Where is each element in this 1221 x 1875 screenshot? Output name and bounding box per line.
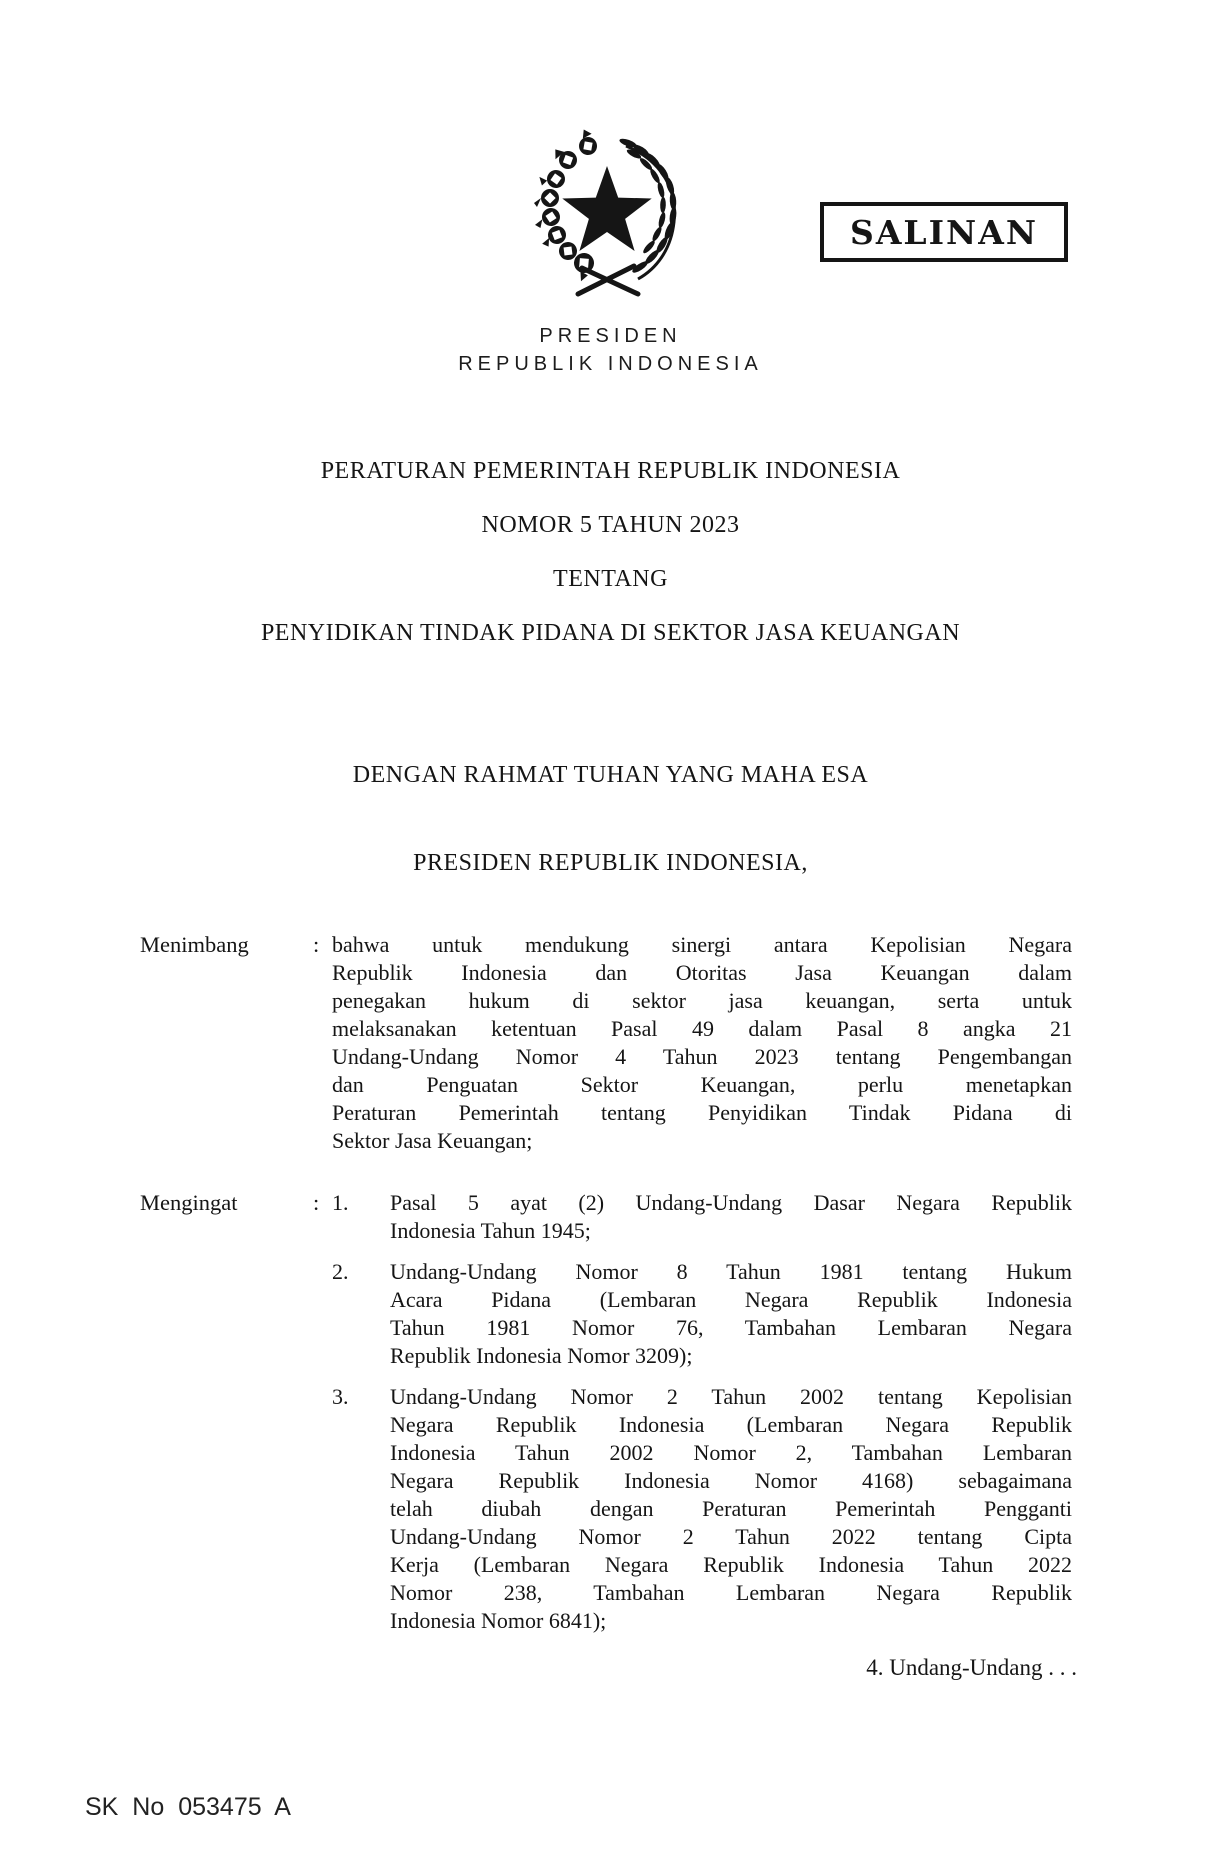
star-icon <box>562 166 651 251</box>
list-item-number: 3. <box>332 1384 349 1409</box>
list-item <box>332 1258 1072 1370</box>
salinan-stamp-label: SALINAN <box>849 212 1038 252</box>
menimbang-paragraph: bahwa untuk mendukung sinergi antara Kepolisian Negara Republik Indonesia dan Otoritas Jasa Keuangan dalam penegakan hukum di sektor jasa keuangan, serta untuk melaksanakan ketentuan Pasal 49 dalam Pasal 8 angka 21 Undang-Undang Nomor 4 Tahun 2023 tentang Pengembangan dan Penguatan Sektor Keuangan, perlu menetapkan Peraturan Pemerintah tentang Penyidikan Tindak Pidana di Sektor Jasa Keuangan; <box>332 932 1072 1153</box>
footer-sk-number: SK No 053475 A <box>85 1793 291 1821</box>
menimbang-colon: : <box>313 932 320 957</box>
catchword: 4. Undang-Undang . . . <box>866 1655 1077 1680</box>
regulation-tentang: TENTANG <box>553 566 668 592</box>
authority-line: PRESIDEN REPUBLIK INDONESIA, <box>413 850 808 876</box>
list-item <box>332 1189 1072 1245</box>
list-item <box>332 1383 1072 1635</box>
regulation-title-line1: PERATURAN PEMERINTAH REPUBLIK INDONESIA <box>320 458 901 484</box>
letterhead-presiden: PRESIDEN <box>539 325 682 347</box>
salinan-stamp <box>820 202 1068 262</box>
invocation-line: DENGAN RAHMAT TUHAN YANG MAHA ESA <box>352 762 869 788</box>
list-item-text: Pasal 5 ayat (2) Undang-Undang Dasar Negara Republik Indonesia Tahun 1945; <box>390 1190 1072 1243</box>
presidential-star-wreath-emblem <box>522 126 694 306</box>
list-item-number: 2. <box>332 1259 349 1284</box>
letterhead <box>0 322 1221 378</box>
crossed-stems-icon <box>578 266 638 294</box>
letterhead-republik-indonesia: REPUBLIK INDONESIA <box>458 353 763 375</box>
mengingat-list <box>332 1189 1072 1635</box>
mengingat-label: Mengingat <box>140 1190 238 1215</box>
regulation-number: NOMOR 5 TAHUN 2023 <box>481 512 740 538</box>
mengingat-colon: : <box>313 1190 320 1215</box>
list-item-text: Undang-Undang Nomor 2 Tahun 2002 tentang Kepolisian Negara Republik Indonesia (Lembaran Negara Republik Indonesia Tahun 2002 Nomor 2, Tambahan Lembaran Negara Republik Indonesia Nomor 4168) sebagaimana telah diubah dengan Peraturan Pemerintah Pengganti Undang-Undang Nomor 2 Tahun 2022 tentang Cipta Kerja (Lembaran Negara Republik Indonesia Tahun 2022 Nomor 238, Tambahan Lembaran Negara Republik Indonesia Nomor 6841); <box>390 1384 1072 1633</box>
list-item-text: Undang-Undang Nomor 8 Tahun 1981 tentang Hukum Acara Pidana (Lembaran Negara Republik Indonesia Tahun 1981 Nomor 76, Tambahan Lembaran Negara Republik Indonesia Nomor 3209); <box>390 1259 1072 1368</box>
menimbang-label: Menimbang <box>140 932 249 957</box>
regulation-subject: PENYIDIKAN TINDAK PIDANA DI SEKTOR JASA KEUANGAN <box>260 620 961 646</box>
list-item-number: 1. <box>332 1190 349 1215</box>
